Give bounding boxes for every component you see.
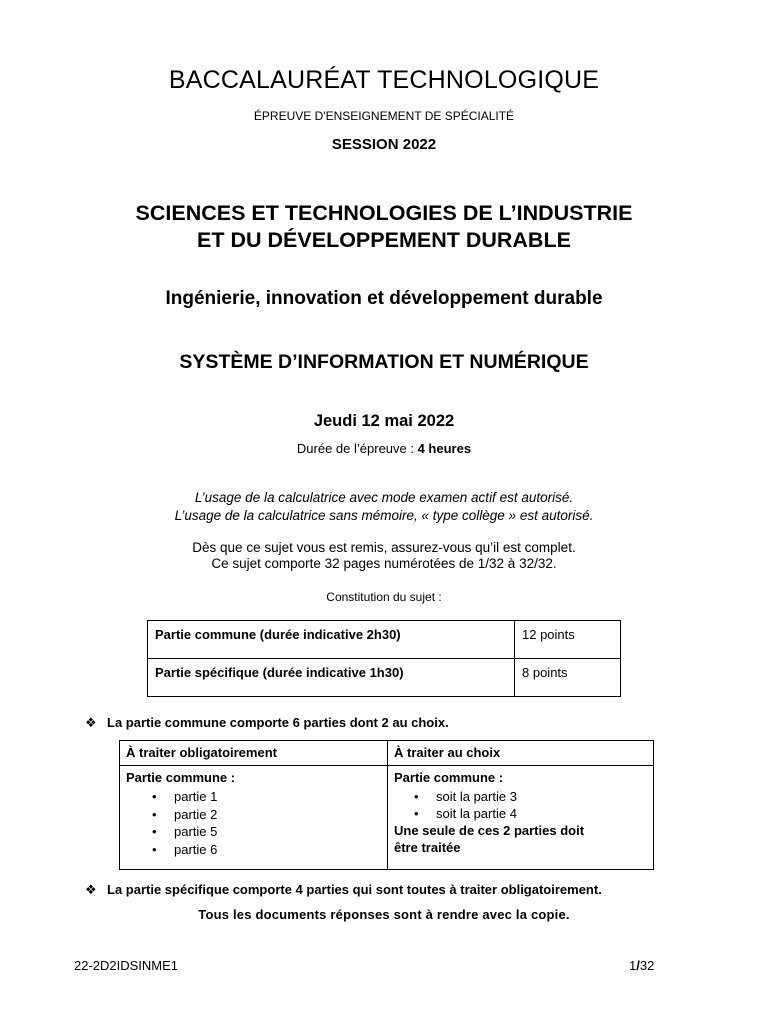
list-item: • partie 2: [174, 806, 381, 824]
page-total: 32: [639, 958, 655, 973]
calculator-line1: L’usage de la calculatrice avec mode examen actif est autorisé.: [194, 490, 574, 505]
page-separator: /: [636, 958, 640, 973]
table-row: [120, 766, 654, 870]
session-label: SESSION 2022: [331, 136, 437, 153]
list-item: • partie 5: [174, 823, 381, 841]
list-item: • soit la partie 4: [436, 805, 647, 822]
choice-list: [394, 788, 647, 822]
mandatory-title: Partie commune :: [126, 770, 236, 785]
specifique-intro-text: La partie spécifique comporte 4 parties qui sont toutes à traiter obligatoirement.: [107, 882, 602, 897]
table-header-row: [120, 741, 654, 766]
subject-subtitle: Ingénierie, innovation et développement durable: [165, 288, 603, 309]
page-number: [629, 958, 654, 973]
choice-note: [394, 822, 647, 856]
completeness-line2: Ce sujet comporte 32 pages numérotées de 1/32 à 32/32.: [211, 556, 557, 571]
constitution-label: Constitution du sujet :: [326, 590, 442, 604]
points-cell: 12 points: [515, 621, 621, 659]
document-title: BACCALAURÉAT TECHNOLOGIQUE: [168, 66, 600, 94]
commune-intro-text: La partie commune comporte 6 parties dont 2 au choix.: [107, 715, 449, 730]
page-current: 1: [629, 958, 637, 973]
table-row: [148, 621, 621, 659]
part-cell: Partie spécifique (durée indicative 1h30): [148, 659, 515, 697]
exam-date: Jeudi 12 mai 2022: [313, 412, 455, 430]
subject-title-line1: SCIENCES ET TECHNOLOGIES DE L’INDUSTRIE: [135, 201, 633, 225]
duration-value: 4 heures: [417, 441, 472, 456]
documents-notice: Tous les documents réponses sont à rendre avec la copie.: [198, 907, 570, 922]
constitution-table: [147, 620, 621, 697]
calculator-line2: L’usage de la calculatrice sans mémoire, « type collège » est autorisé.: [174, 508, 594, 523]
choice-title: Partie commune :: [394, 770, 504, 785]
part-cell: Partie commune (durée indicative 2h30): [148, 621, 515, 659]
list-item: • partie 6: [174, 841, 381, 859]
mandatory-cell: [120, 766, 388, 870]
choice-note-line2: être traitée: [394, 840, 461, 855]
diamond-bullet-icon: ❖: [85, 715, 97, 730]
specifique-intro: [85, 882, 602, 898]
choice-header: À traiter au choix: [388, 741, 654, 766]
commune-table: [119, 740, 654, 870]
subject-title-line2: ET DU DÉVELOPPEMENT DURABLE: [197, 228, 571, 252]
diamond-bullet-icon: ❖: [85, 882, 97, 897]
completeness-line1: Dès que ce sujet vous est remis, assurez-vous qu’il est complet.: [192, 540, 576, 555]
mandatory-header: À traiter obligatoirement: [120, 741, 388, 766]
duration-label: Durée de l’épreuve :: [296, 441, 418, 456]
commune-intro: [85, 715, 449, 731]
calculator-notice: [0, 489, 768, 525]
subject-title: [0, 200, 768, 254]
list-item: • soit la partie 3: [436, 788, 647, 805]
table-row: [148, 659, 621, 697]
exam-duration: [0, 441, 768, 456]
choice-note-line1: Une seule de ces 2 parties doit: [394, 823, 585, 838]
epreuve-label: ÉPREUVE D'ENSEIGNEMENT DE SPÉCIALITÉ: [253, 109, 515, 123]
mandatory-list: [126, 788, 381, 858]
subject-code: 22-2D2IDSINME1: [74, 958, 179, 973]
list-item: • partie 1: [174, 788, 381, 806]
points-cell: 8 points: [515, 659, 621, 697]
speciality-title: SYSTÈME D’INFORMATION ET NUMÉRIQUE: [179, 351, 589, 373]
completeness-notice: [0, 540, 768, 572]
choice-cell: [388, 766, 654, 870]
